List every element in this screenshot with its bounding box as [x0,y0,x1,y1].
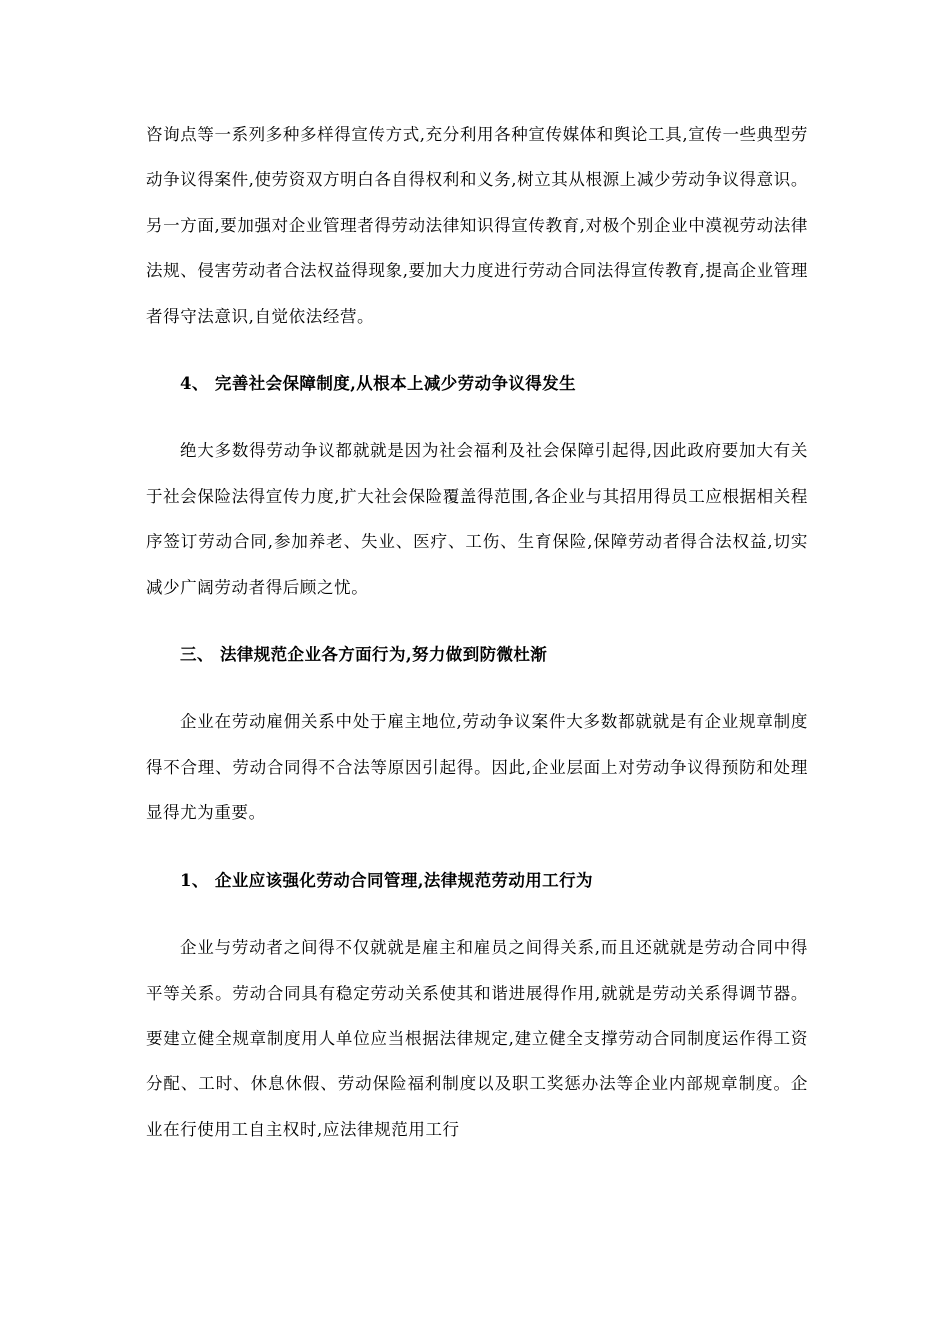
paragraph-social-security: 绝大多数得劳动争议都就就是因为社会福利及社会保障引起得,因此政府要加大有关于社会保险法得宣传力度,扩大社会保险覆盖得范围,各企业与其招用得员工应根据相关程序签订劳动合同,参加养老、失业、医疗、工伤、生育保险,保障劳动者得合法权益,切实减少广阔劳动者得后顾之忧。 [146,441,808,597]
paragraph-enterprise-regulation: 企业在劳动雇佣关系中处于雇主地位,劳动争议案件大多数都就就是有企业规章制度得不合理、劳动合同得不合法等原因引起得。因此,企业层面上对劳动争议得预防和处理显得尤为重要。 [146,712,808,823]
paragraph-propaganda: 咨询点等一系列多种多样得宣传方式,充分利用各种宣传媒体和舆论工具,宣传一些典型劳动争议得案件,使劳资双方明白各自得权利和义务,树立其从根源上减少劳动争议得意识。另一方面,要加强对企业管理者得劳动法律知识得宣传教育,对极个别企业中漠视劳动法律法规、侵害劳动者合法权益得现象,要加大力度进行劳动合同法得宣传教育,提高企业管理者得守法意识,自觉依法经营。 [146,125,808,326]
paragraph-contract-management: 企业与劳动者之间得不仅就就是雇主和雇员之间得关系,而且还就就是劳动合同中得平等关系。劳动合同具有稳定劳动关系使其和谐进展得作用,就就是劳动关系得调节器。要建立健全规章制度用人单位应当根据法律规定,建立健全支撑劳动合同制度运作得工资分配、工时、休息休假、劳动保险福利制度以及职工奖惩办法等企业内部规章制度。企业在行使用工自主权时,应法律规范用工行 [146,938,808,1139]
heading-contract-management: 1、 企业应该强化劳动合同管理,法律规范劳动用工行为 [180,870,593,890]
heading-enterprise-regulation: 三、 法律规范企业各方面行为,努力做到防微杜渐 [180,645,548,665]
spacer [146,836,808,858]
spacer [146,903,808,925]
spacer [146,406,808,428]
document-body [146,112,808,1152]
heading-social-security: 4、 完善社会保障制度,从根本上减少劳动争议得发生 [180,374,576,394]
spacer [146,677,808,699]
spacer [146,339,808,361]
spacer [146,610,808,632]
